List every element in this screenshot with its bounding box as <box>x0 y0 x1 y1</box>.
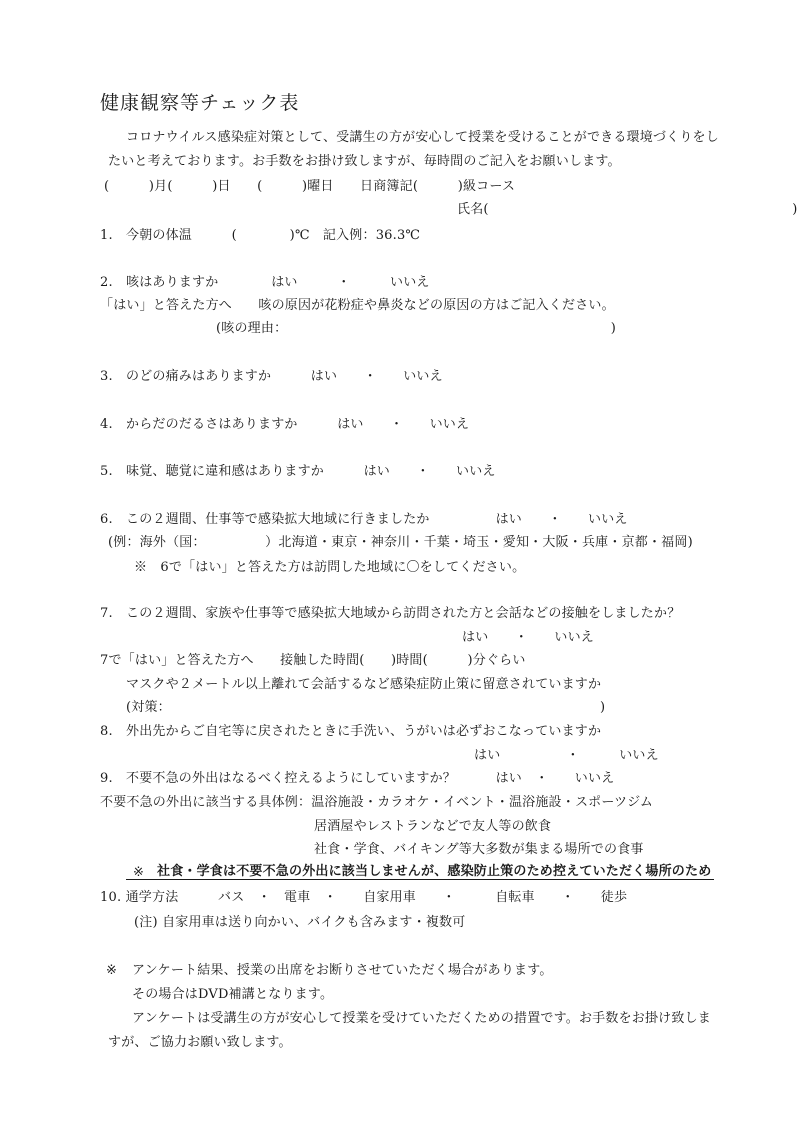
intro-line-2: たいと考えております。お手数をお掛け致しますが、毎時間のご記入をお願いします。 <box>108 154 621 169</box>
question-9-examples-3: 社食・学食、バイキング等大多数が集まる場所での食事 <box>314 842 644 857</box>
footer-line-3: アンケートは受講生の方が安心して授業を受けていただくための措置です。お手数をお掛け致しま <box>132 1011 711 1026</box>
question-1-temperature: 1. 今朝の体温 ( )℃ 記入例：36.3℃ <box>100 228 421 243</box>
question-9-examples: 不要不急の外出に該当する具体例：温浴施設・カラオケ・イベント・温浴施設・スポーツジム <box>100 795 654 810</box>
question-7-measures: (対策： ) <box>126 700 606 715</box>
question-6-note: ※ 6で「はい」と答えた方は訪問した地域に〇をしてください。 <box>134 560 526 575</box>
page-title: 健康観察等チェック表 <box>100 92 300 114</box>
footer-line-2: その場合はDVD補講となります。 <box>132 987 334 1002</box>
question-9-note-underline <box>126 879 714 880</box>
question-2-note: 「はい」と答えた方へ 咳の原因が花粉症や鼻炎などの原因の方はご記入ください。 <box>100 298 615 313</box>
question-7-mask: マスクや２メートル以上離れて会話するなど感染症防止策に留意されていますか <box>126 677 602 692</box>
question-3-throat: 3. のどの痛みはありますか はい ・ いいえ <box>100 369 443 384</box>
question-9-examples-2: 居酒屋やレストランなどで友人等の飲食 <box>314 819 552 834</box>
question-8-handwash: 8. 外出先からご自宅等に戻されたときに手洗い、うがいは必ずおこなっていますか <box>100 724 602 739</box>
name-line: 氏名( ) <box>457 202 798 217</box>
question-6-travel: 6. この２週間、仕事等で感染拡大地域に行きましたか はい ・ いいえ <box>100 512 628 527</box>
footer-mark: ※ <box>106 963 118 978</box>
question-5-taste-smell: 5. 味覚、聴覚に違和感はありますか はい ・ いいえ <box>100 464 496 479</box>
question-8-answer: はい ・ いいえ <box>474 748 659 763</box>
intro-line-1: コロナウイルス感染症対策として、受講生の方が安心して授業を受けることができる環境づくりをし <box>126 130 719 145</box>
question-9-note: 社食・学食は不要不急の外出に該当しませんが、感染防止策のため控えていただく場所のため <box>157 864 712 879</box>
question-7-contact: 7. この２週間、家族や仕事等で感染拡大地域から訪問された方と会話などの接触をしましたか？ <box>100 606 681 621</box>
question-7-answer: はい ・ いいえ <box>462 630 595 645</box>
question-2-cough: 2. 咳はありますか はい ・ いいえ <box>100 275 430 290</box>
question-4-fatigue: 4. からだのだるさはありますか はい ・ いいえ <box>100 417 470 432</box>
question-6-example: (例：海外（国： ）北海道・東京・神奈川・千葉・埼玉・愛知・大阪・兵庫・京都・福岡) <box>108 535 693 550</box>
question-9-note-mark: ※ <box>133 865 145 880</box>
footer-line-4: すが、ご協力お願い致します。 <box>108 1035 292 1050</box>
question-9-outings: 9. 不要不急の外出はなるべく控えるようにしていますか？ はい ・ いいえ <box>100 771 615 786</box>
question-7-followup: 7で「はい」と答えた方へ 接触した時間( )時間( )分ぐらい <box>100 653 526 668</box>
question-10-note: (注) 自家用車は送り向かい、バイクも含みます・複数可 <box>134 915 466 930</box>
question-2-reason: (咳の理由： ) <box>216 321 617 336</box>
footer-line-1: アンケート結果、授業の出席をお断りさせていただく場合があります。 <box>132 963 553 978</box>
question-10-commute: 10. 通学方法 バス ・ 電車 ・ 自家用車 ・ 自転車 ・ 徒歩 <box>100 890 628 905</box>
date-line: ( )月( )日 ( )曜日 日商簿記( )級コース <box>104 179 516 194</box>
